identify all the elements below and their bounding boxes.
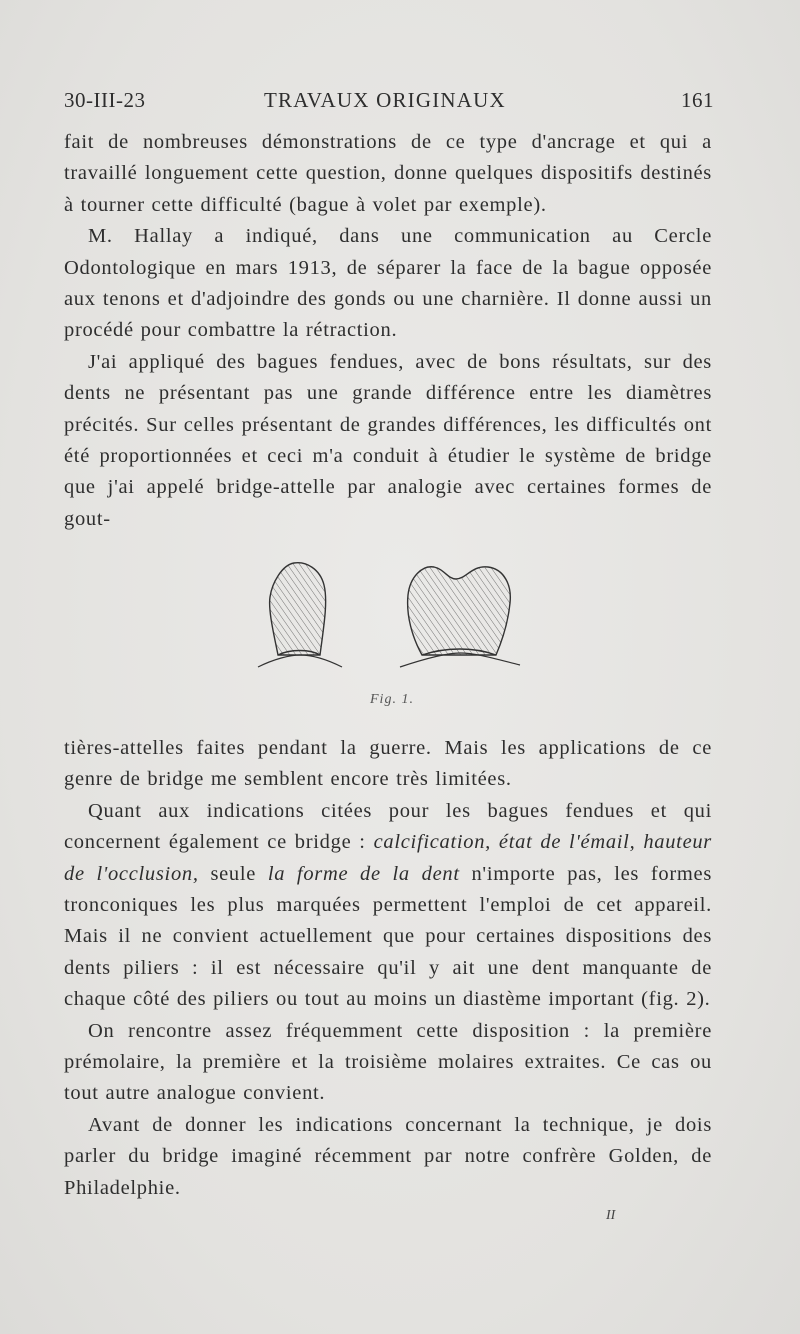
figure-caption: Fig. 1.: [370, 692, 414, 707]
tooth-right-drawing: [400, 567, 520, 667]
body-text-top: [64, 127, 712, 535]
paragraph-continuation: fait de nombreuses démonstrations de ce type d'ancrage et qui a travaillé longuement cette question, donne quelques dispositifs destinés à tourner cette difficulté (bague à volet par exemple).: [64, 131, 712, 216]
indications-italic-1: calcification, état de l'émail, hauteur de l'occlusion,: [64, 831, 712, 885]
page-number: 161: [681, 88, 714, 112]
body-text-bottom: [64, 733, 712, 1204]
header-issue-ref: 30-III-23: [64, 88, 146, 112]
figure-teeth-illustration: [250, 555, 540, 680]
paragraph-indications: [64, 796, 712, 1016]
paragraph-disposition: On rencontre assez fréquemment cette disposition : la première prémolaire, la première et la troisième molaires extraites. Ce cas ou tout autre analogue convient.: [64, 1019, 712, 1105]
indications-italic-2: la forme de la dent: [267, 862, 460, 885]
indications-start: Quant aux indications citées pour les bagues fendues et qui concernent également ce bridge :: [64, 799, 712, 854]
paragraph-gouttieres: tières-attelles faites pendant la guerre. Mais les applications de ce genre de bridge me semblent encore très limitées.: [64, 737, 712, 791]
indications-end: n'importe pas, les formes tronconiques les plus marquées permettent l'emploi de cet appareil. Mais il ne convient actuellement que pour certaines dispositions des dents piliers : il est nécessaire qu'il y ait une dent manquante de chaque côté des piliers ou tout au moins un diastème important (fig. 2).: [64, 862, 712, 1011]
header-section-title: TRAVAUX ORIGINAUX: [264, 88, 506, 112]
tooth-left-drawing: [258, 563, 342, 667]
running-header: [64, 88, 714, 118]
indications-mid: seule: [198, 862, 268, 885]
paragraph-hallay: M. Hallay a indiqué, dans une communication au Cercle Odontologique en mars 1913, de séparer la face de la bague opposée aux tenons et d'adjoindre des gonds ou une charnière. Il donne aussi un procédé pour combattre la rétraction.: [64, 225, 712, 342]
paragraph-golden: Avant de donner les indications concernant la technique, je dois parler du bridge imaginé récemment par notre confrère Golden, de Philadelphie.: [64, 1113, 712, 1199]
paragraph-bagues-fendues: J'ai appliqué des bagues fendues, avec de bons résultats, sur des dents ne présentant pas une grande différence entre les diamètres précités. Sur celles présentant de grandes différences, les difficultés ont été proportionnées et ceci m'a conduit à étudier le système de bridge que j'ai appelé bridge-attelle par analogie avec certaines formes de gout-: [64, 350, 712, 530]
signature-mark: II: [606, 1208, 616, 1223]
